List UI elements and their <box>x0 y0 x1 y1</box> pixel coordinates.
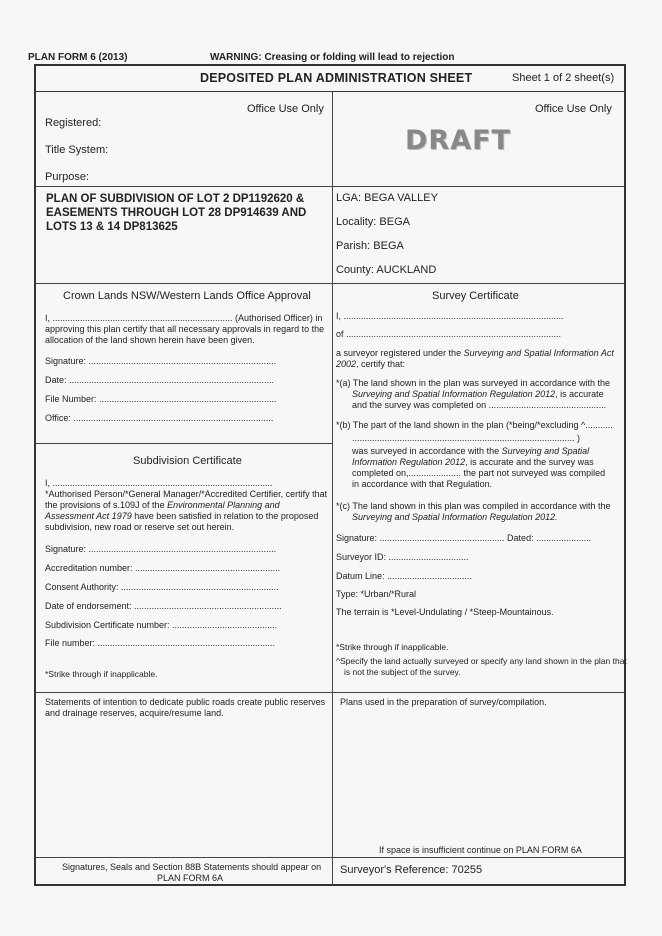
survey-b-5: in accordance with that Regulation. <box>352 479 493 489</box>
survey-heading: Survey Certificate <box>432 290 519 302</box>
survey-a-2: Surveying and Spatial Information Regulation 2012, is accurate <box>352 389 604 399</box>
survey-signature: Signature: .................................................. Dated: ...................... <box>336 533 592 543</box>
office-use-left: Office Use Only <box>247 103 324 115</box>
page-title: DEPOSITED PLAN ADMINISTRATION SHEET <box>200 71 473 85</box>
survey-line-i: I, ........................................................................................ <box>336 311 564 321</box>
plan-title: PLAN OF SUBDIVISION OF LOT 2 DP1192620 & EASEMENTS THROUGH LOT 28 DP914639 AND LOTS 13 & 14 DP813625 <box>46 193 307 233</box>
surveyor-id: Surveyor ID: ................................ <box>336 552 469 562</box>
warning-text: WARNING: Creasing or folding will lead to rejection <box>210 52 455 63</box>
crown-line-2: approving this plan certify that all necessary approvals in regard to the <box>45 324 325 334</box>
date-of-endorsement: Date of endorsement: ........................................................... <box>45 601 282 611</box>
lga: LGA: BEGA VALLEY <box>336 192 438 204</box>
statements-line-2: and drainage reserves, acquire/resume land. <box>45 708 224 718</box>
form-id: PLAN FORM 6 (2013) <box>28 52 128 63</box>
subdivision-line-3: Assessment Act 1979 have been satisfied in relation to the proposed <box>45 511 319 521</box>
subdivision-line-4: subdivision, new road or reserve set out herein. <box>45 522 235 532</box>
crown-office: Office: ................................................................................ <box>45 413 274 423</box>
survey-specify-1: ^Specify the land actually surveyed or specify any land shown in the plan that <box>336 656 627 666</box>
accreditation-number: Accreditation number: .......................................................... <box>45 563 281 573</box>
survey-a-3: and the survey was completed on ............................................... <box>352 400 607 410</box>
survey-reg-2: 2002, certify that: <box>336 359 406 369</box>
purpose-label: Purpose: <box>45 171 90 183</box>
subdivision-heading: Subdivision Certificate <box>133 455 242 467</box>
survey-b-2: was surveyed in accordance with the Surveying and Spatial <box>352 446 590 456</box>
survey-a-1: *(a) The land shown in the plan was surveyed in accordance with the <box>336 378 610 388</box>
survey-b-4: completed on,..................... the part not surveyed was compiled <box>352 468 606 478</box>
consent-authority: Consent Authority: ............................................................... <box>45 582 279 592</box>
parish: Parish: BEGA <box>336 240 404 252</box>
title-system-label: Title System: <box>45 144 109 156</box>
county: County: AUCKLAND <box>336 264 437 276</box>
subdivision-cert-number: Subdivision Certificate number: .......................................... <box>45 620 278 630</box>
divider-certificates <box>36 692 624 693</box>
survey-type: Type: *Urban/*Rural <box>336 589 417 599</box>
survey-b-3: Information Regulation 2012, is accurate and the survey was <box>352 457 594 467</box>
subdivision-strike-note: *Strike through if inapplicable. <box>45 669 158 679</box>
signatures-note-2: PLAN FORM 6A <box>157 873 224 883</box>
survey-c-1: *(c) The land shown in this plan was compiled in accordance with the <box>336 501 611 511</box>
terrain: The terrain is *Level-Undulating / *Steep-Mountainous. <box>336 607 554 617</box>
sheet-count: Sheet 1 of 2 sheet(s) <box>512 72 615 84</box>
surveyor-reference: Surveyor's Reference: 70255 <box>340 864 483 876</box>
survey-line-of: of ...................................................................................... <box>336 329 562 339</box>
office-use-right: Office Use Only <box>535 103 612 115</box>
crown-date: Date: .................................................................................. <box>45 375 275 385</box>
insufficient-space-note: If space is insufficient continue on PLAN FORM 6A <box>379 845 582 855</box>
divider-office <box>36 186 624 187</box>
subdivision-file-number: File number: ....................................................................... <box>45 638 276 648</box>
crown-heading: Crown Lands NSW/Western Lands Office Approval <box>63 290 311 302</box>
divider-plan <box>36 283 624 284</box>
datum-line: Datum Line: .................................. <box>336 571 473 581</box>
locality: Locality: BEGA <box>336 216 410 228</box>
survey-c-2: Surveying and Spatial Information Regulation 2012. <box>352 512 558 522</box>
crown-signature: Signature: ........................................................................... <box>45 356 277 366</box>
draft-stamp: DRAFT <box>405 125 511 156</box>
crown-file-number: File Number: ....................................................................... <box>45 394 277 404</box>
divider-crown <box>36 443 332 444</box>
survey-b-1: *(b) The part of the land shown in the plan (*being/*excluding ^........... <box>336 420 613 430</box>
crown-line-3: allocation of the land shown herein have been given. <box>45 335 255 345</box>
survey-specify-2: is not the subject of the survey. <box>344 667 461 677</box>
subdivision-line-2: the provisions of s.109J of the Environmental Planning and <box>45 500 280 510</box>
subdivision-signature: Signature: ........................................................................... <box>45 544 277 554</box>
divider-footer <box>36 857 624 858</box>
subdivision-line-1: *Authorised Person/*General Manager/*Accredited Certifier, certify that <box>45 489 328 499</box>
center-divider <box>332 92 333 886</box>
survey-strike-note: *Strike through if inapplicable. <box>336 642 449 652</box>
registered-label: Registered: <box>45 117 102 129</box>
survey-b-1b: ......................................................................................... ) <box>352 433 581 443</box>
plans-used: Plans used in the preparation of survey/compilation. <box>340 697 547 707</box>
subdivision-line-0: I, ........................................................................................ <box>45 478 273 488</box>
signatures-note-1: Signatures, Seals and Section 88B Statements should appear on <box>62 862 322 872</box>
survey-reg-1: a surveyor registered under the Surveying and Spatial Information Act <box>336 348 614 358</box>
statements-line-1: Statements of intention to dedicate public roads create public reserves <box>45 697 326 707</box>
crown-line-1: I, ........................................................................ (Authorised Officer) in <box>45 313 323 323</box>
